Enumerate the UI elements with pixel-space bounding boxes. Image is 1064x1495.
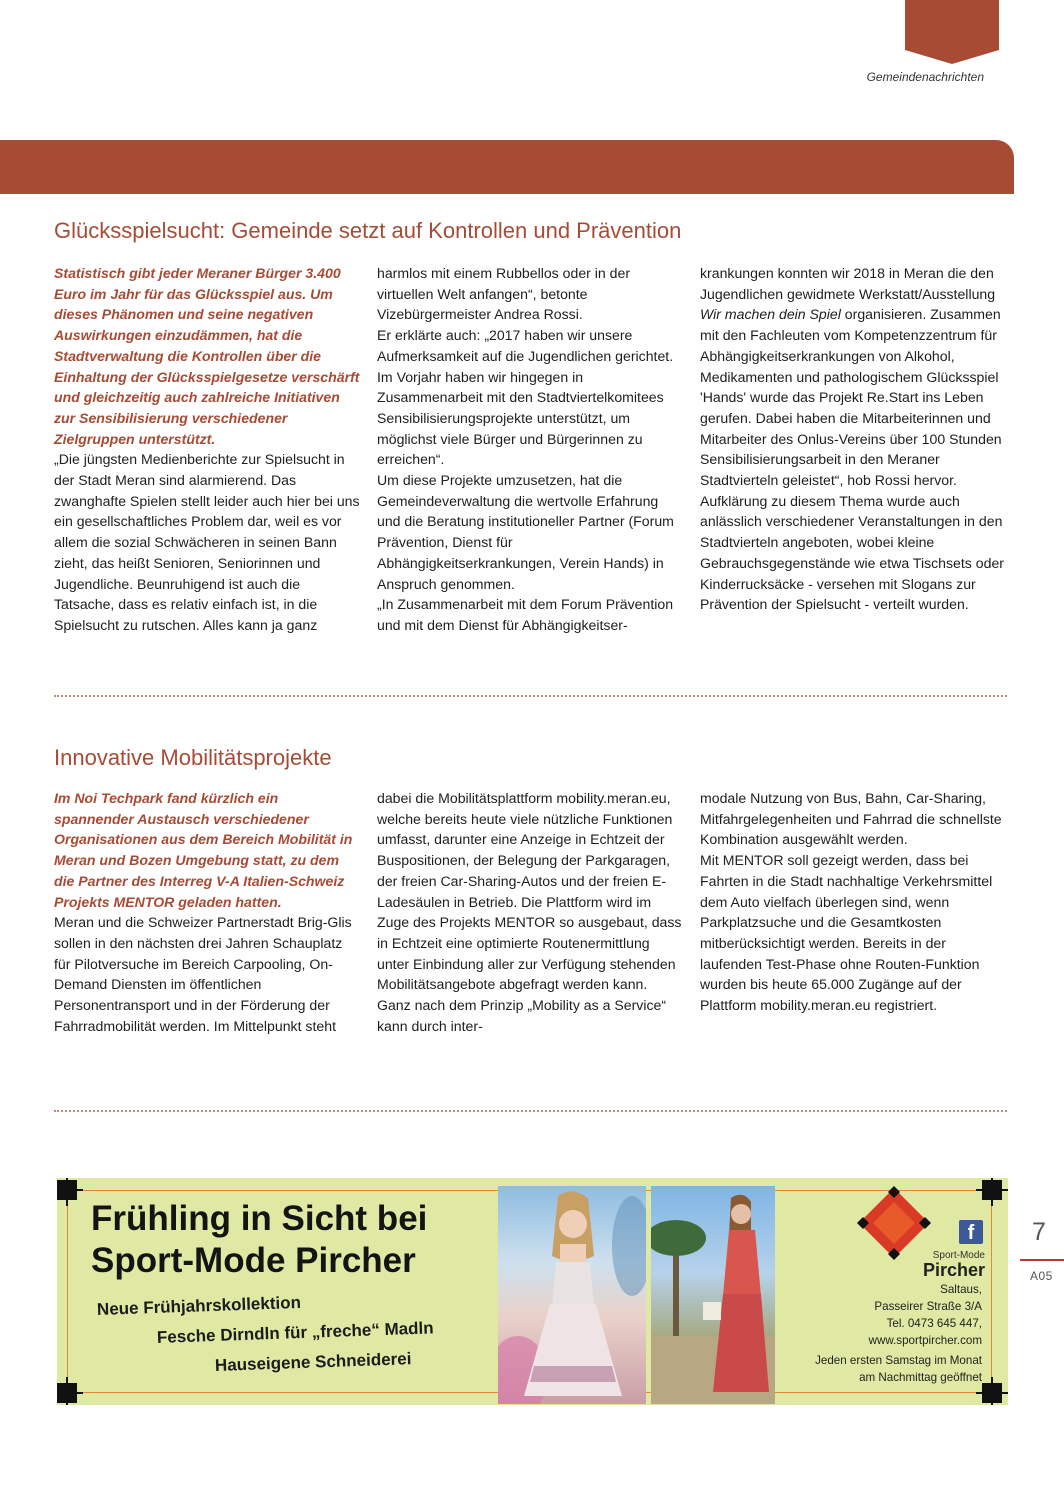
article2-col3-p1: modale Nutzung von Bus, Bahn, Car-Sharing, Mitfahrgelegenheiten und Fahrrad die schnellste Kombination ausgewählt werden. — [700, 790, 1002, 848]
article1-col3-text-b: organisieren. Zusammen mit den Fachleuten vom Kompetenzzentrum für Abhängigkeitserkrankungen von Alkohol, Medikamenten und pathologischem Glücksspiel 'Hands' wurde das Projekt Re.Start ins Leben gerufen. Dabei haben die Mitarbeiterinnen und Mitarbeiter des Onlus-Vereins über 100 Stunden Sensibilisierungsarbeit in den Meraner Stadtvierteln geleistet“, hob Rossi hervor. Aufklärung zu diesem Thema wurde auch anlässlich verschiedener Veranstaltungen in den Stadtvierteln angeboten, wobei kleine Gebrauchsgegenstände wie etwa Tischsets oder Kinderrucksäcke - versehen mit Slogans zur Prävention der Spielsucht - verteilt wurden. — [700, 306, 1004, 613]
ad-photo-dirndl — [498, 1186, 646, 1404]
ad-photo-dress — [651, 1186, 775, 1404]
ad-headline-line-2: Sport-Mode Pircher — [91, 1241, 416, 1280]
article1-col2-p4: „In Zusammenarbeit mit dem Forum Prävention und mit dem Dienst für Abhängigkeitser- — [377, 596, 674, 633]
article2-title: Innovative Mobilitätsprojekte — [54, 745, 332, 770]
ad-contact — [869, 1281, 982, 1349]
article2-column-1 — [54, 788, 360, 1036]
article2-col3-p2: Mit MENTOR soll gezeigt werden, dass bei Fahrten in die Stadt nachhaltige Verkehrsmittel dem Auto vielfach überlegen sind, wenn Parkplatzsuche und die Gesamtkosten mitberücksichtigt werden. Bereits in der laufenden Test-Phase ohne Routen-Funktion wurden bis heute 65.000 Zugänge auf der Plattform mobility.meran.eu registriert. — [700, 852, 993, 1014]
article1-column-1 — [54, 263, 360, 636]
ad-tagline-1: Neue Frühjahrskollektion — [96, 1292, 302, 1319]
page-number: 7 — [1032, 1218, 1046, 1246]
article2-column-3 — [700, 788, 1006, 1016]
advertisement — [57, 1178, 1008, 1405]
dotted-divider-1 — [54, 695, 1007, 697]
article1-col1-body: „Die jüngsten Medienberichte zur Spielsucht in der Stadt Meran sind alarmierend. Das zwanghafte Spielen stellt leider auch hier bei uns ein gesellschaftliches Problem dar, weil es vor allem die sozial Schwächeren in seinen Bann zieht, das heißt Senioren, Seniorinnen und Jugendliche. Beunruhigend ist auch die Tatsache, dass es relativ einfach ist, in die Spielsucht zu rutschen. Alles kann ja ganz — [54, 451, 360, 633]
header-band — [0, 140, 1014, 194]
article2-lead: Im Noi Techpark fand kürzlich ein spannender Austausch verschiedener Organisationen aus dem Bereich Mobilität in Meran und Bozen Umgebung statt, zu dem die Partner des Interreg V-A Italien-Schweiz Projekts MENTOR geladen hatten. — [54, 790, 353, 910]
article1-col3-italic: Wir machen dein Spiel — [700, 306, 841, 323]
ad-opening-note — [815, 1352, 982, 1386]
article1-col3-body — [700, 263, 1006, 615]
ad-address-line-2: Passeirer Straße 3/A — [874, 1300, 982, 1313]
article1-column-3 — [700, 263, 1006, 615]
brand-subtitle: Sport-Mode — [932, 1250, 985, 1261]
ad-website[interactable]: www.sportpircher.com — [868, 1334, 982, 1347]
section-tab — [905, 0, 999, 50]
section-label: Gemeindenachrichten — [866, 70, 984, 84]
article1-col2-p1: harmlos mit einem Rubbellos oder in der virtuellen Welt anfangen“, betonte Vizebürgermeister Andrea Rossi. — [377, 265, 631, 323]
dotted-divider-2 — [54, 1110, 1007, 1112]
article1-title: Glücksspielsucht: Gemeinde setzt auf Kontrollen und Prävention — [54, 218, 682, 243]
crop-mark-icon — [57, 1180, 77, 1200]
ad-note-line-1: Jeden ersten Samstag im Monat — [815, 1354, 982, 1367]
crop-mark-icon — [982, 1383, 1002, 1403]
ad-tagline-2: Fesche Dirndln für „freche“ Madln — [156, 1318, 434, 1347]
article1-col2-p2: Er erklärte auch: „2017 haben wir unsere Aufmerksamkeit auf die Jugendlichen gerichtet. Im Vorjahr haben wir hingegen in Zusammenarbeit mit den Stadtviertelkomitees Sensibilisierungsprojekte unterstützt, um möglichst viele Bürger und Bürgerinnen zu erreichen“. — [377, 327, 674, 468]
article1-col2-p3: Um diese Projekte umzusetzen, hat die Gemeindeverwaltung die wertvolle Erfahrung und die Beratung institutioneller Partner (Forum Prävention, Dienst für Abhängigkeitserkrankungen, Verein Hands) in Anspruch genommen. — [377, 472, 674, 592]
pircher-logo-icon — [857, 1186, 931, 1260]
ad-tagline-3: Hauseigene Schneiderei — [214, 1349, 412, 1375]
ad-address-line-1: Saltaus, — [940, 1283, 982, 1296]
facebook-icon[interactable]: f — [959, 1220, 983, 1244]
page-code: A05 — [1030, 1269, 1053, 1283]
article1-column-2 — [377, 263, 683, 636]
brand-name: Pircher — [922, 1260, 985, 1280]
page-number-rule — [1020, 1259, 1064, 1261]
article2-col2-body: dabei die Mobilitätsplattform mobility.meran.eu, welche bereits heute viele nützliche Funktionen umfasst, darunter eine Anzeige in Echtzeit der Buspositionen, der Belegung der Parkgaragen, der freien Car-Sharing-Autos und der freien E-Ladesäulen in Betrieb. Die Plattform wird im Zuge des Projekts MENTOR so ausgebaut, dass in Echtzeit eine optimierte Routenermittlung unter Einbindung aller zur Verfügung stehenden Mobilitätsangebote abgefragt werden kann. Ganz nach dem Prinzip „Mobility as a Service“ kann durch inter- — [377, 790, 682, 1034]
section-tab-point — [905, 50, 999, 64]
ad-headline-line-1: Frühling in Sicht bei — [91, 1199, 428, 1238]
article2-column-2 — [377, 788, 683, 1036]
crop-mark-icon — [57, 1383, 77, 1403]
ad-note-line-2: am Nachmittag geöffnet — [859, 1371, 982, 1384]
ad-headline — [91, 1198, 427, 1282]
article2-col1-body: Meran und die Schweizer Partnerstadt Brig-Glis sollen in den nächsten drei Jahren Schauplatz für Pilotversuche im Bereich Carpooling, On-Demand Diensten im öffentlichen Personentransport und in der Förderung der Fahrradmobilität werden. Im Mittelpunkt steht — [54, 914, 352, 1034]
ad-phone: Tel. 0473 645 447, — [886, 1317, 982, 1330]
crop-mark-icon — [982, 1180, 1002, 1200]
article1-lead: Statistisch gibt jeder Meraner Bürger 3.400 Euro im Jahr für das Glücksspiel aus. Um dieses Phänomen und seine negativen Auswirkungen einzudämmen, hat die Stadtverwaltung die Kontrollen über die Einhaltung der Glücksspielgesetze verschärft und gleichzeitig auch zahlreiche Initiativen zur Sensibilisierung verschiedener Zielgruppen unterstützt. — [54, 265, 360, 447]
article1-col3-text-a: krankungen konnten wir 2018 in Meran die den Jugendlichen gewidmete Werkstatt/Ausstellung — [700, 265, 996, 302]
